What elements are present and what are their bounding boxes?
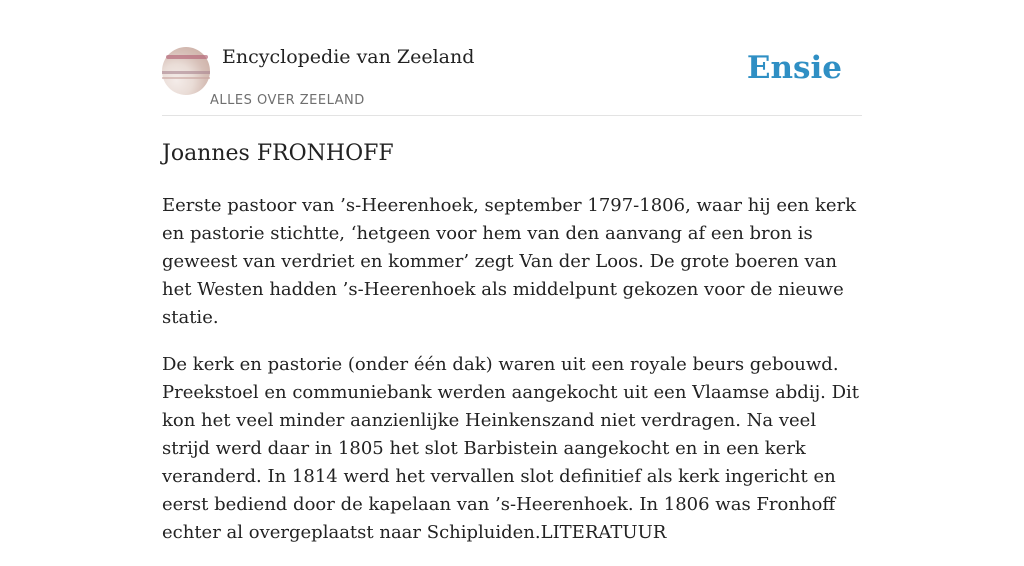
avatar-detail <box>162 77 210 79</box>
article-title: Joannes FRONHOFF <box>162 141 394 166</box>
site-header <box>162 40 862 116</box>
avatar-detail <box>166 55 208 59</box>
article-paragraph: Eerste pastoor van ’s-Heerenhoek, september 1797-1806, waar hij een kerk en pastorie stichtte, ‘hetgeen voor hem van den aanvang af een bron is geweest van verdriet en kommer’ zegt Van der Loos. De grote boeren van het Westen hadden ’s-Heerenhoek als middelpunt gekozen voor de nieuwe statie. <box>162 195 857 328</box>
site-title[interactable]: Encyclopedie van Zeeland <box>222 46 475 68</box>
article-paragraph: De kerk en pastorie (onder één dak) waren uit een royale beurs gebouwd. Preekstoel en communiebank werden aangekocht uit een Vlaamse abdij. Dit kon het veel minder aanzienlijke Heinkenszand niet verdragen. Na veel strijd werd daar in 1805 het slot Barbistein aangekocht en in een kerk veranderd. In 1814 werd het vervallen slot definitief als kerk ingericht en eerst bediend door de kapelaan van ’s-Heerenhoek. In 1806 was Fronhoff echter al overgeplaatst naar Schipluiden.LITERATUUR <box>162 354 860 543</box>
site-subtitle: ALLES OVER ZEELAND <box>210 93 365 108</box>
article <box>162 138 862 566</box>
avatar-detail <box>162 71 210 74</box>
site-avatar[interactable] <box>162 47 210 95</box>
brand-logo[interactable]: Ensie <box>746 50 842 86</box>
